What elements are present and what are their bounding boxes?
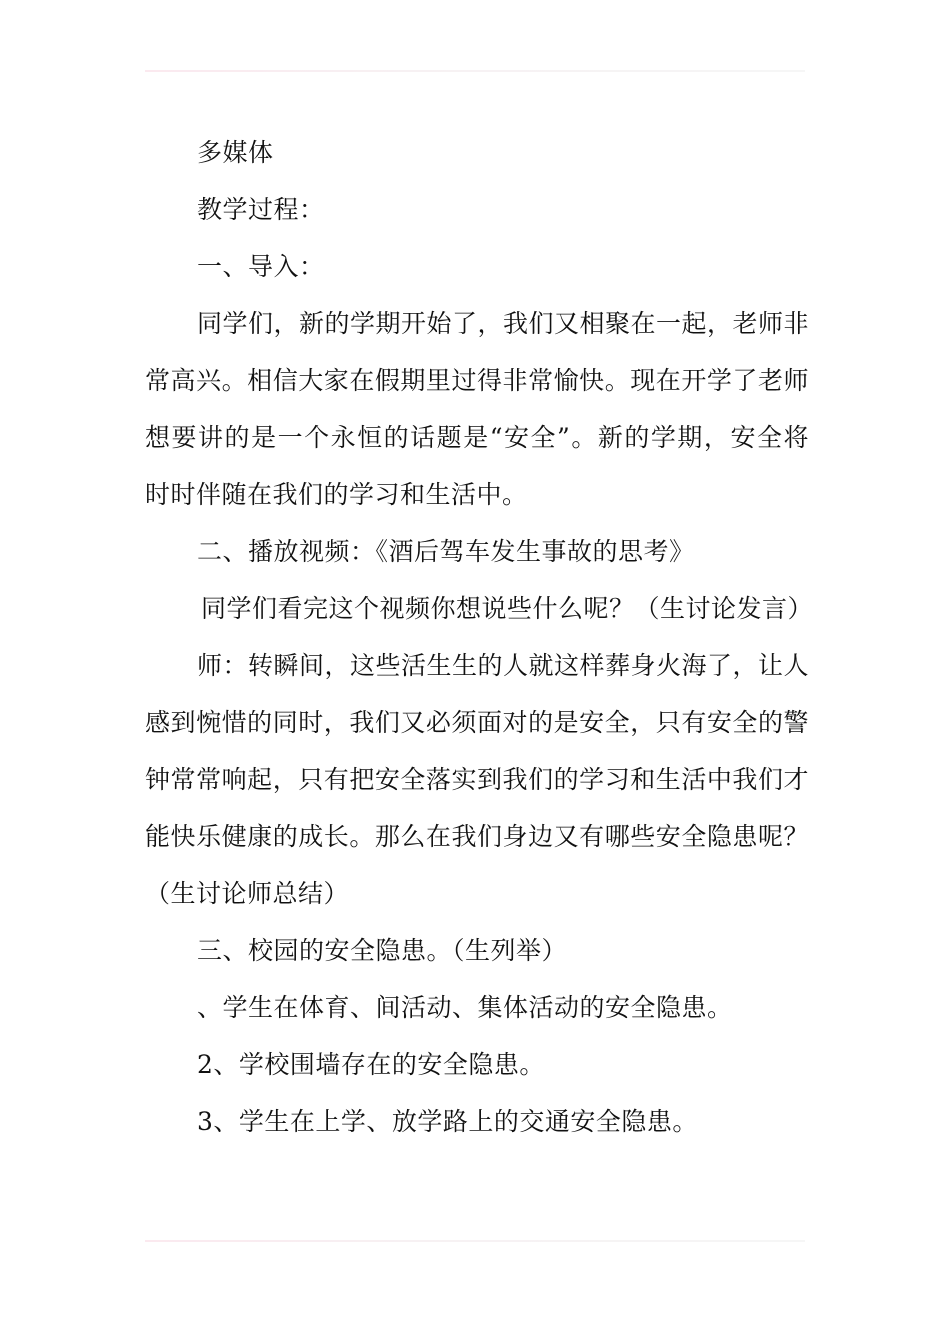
paragraph-materials: 多媒体: [197, 138, 274, 167]
list-item-hazard-2: 2、学校围墙存在的安全隐患。: [197, 1050, 545, 1079]
list-item-hazard-3: 3、学生在上学、放学路上的交通安全隐患。: [197, 1107, 698, 1136]
paragraph-intro-text: 同学们，新的学期开始了，我们又相聚在一起，老师非常高兴。相信大家在假期里过得非常愉快。现在开学了老师想要讲的是一个永恒的话题是“安全”。新的学期，安全将时时伴随在我们的学习和生活中。: [145, 309, 810, 509]
header-rule: [145, 70, 805, 72]
paragraph-section-intro: 一、导入：: [197, 252, 325, 281]
paragraph-teaching-process: 教学过程：: [197, 195, 325, 224]
document-body: [145, 124, 814, 1150]
paragraph-teacher-remarks: 师：转瞬间，这些活生生的人就这样葬身火海了，让人感到惋惜的同时，我们又必须面对的是安全，只有安全的警钟常常响起，只有把安全落实到我们的学习和生活中我们才能快乐健康的成长。那么在我们身边又有哪些安全隐患呢？（生讨论师总结）: [145, 651, 810, 908]
paragraph-video-question: 同学们看完这个视频你想说些什么呢？（生讨论发言）: [201, 594, 814, 623]
list-item-hazard-1: 、学生在体育、间活动、集体活动的安全隐患。: [197, 993, 733, 1022]
paragraph-section-video: 二、播放视频：《酒后驾车发生事故的思考》: [197, 537, 695, 566]
footer-rule: [145, 1240, 805, 1242]
paragraph-section-hazards: 三、校园的安全隐患。（生列举）: [197, 936, 568, 965]
